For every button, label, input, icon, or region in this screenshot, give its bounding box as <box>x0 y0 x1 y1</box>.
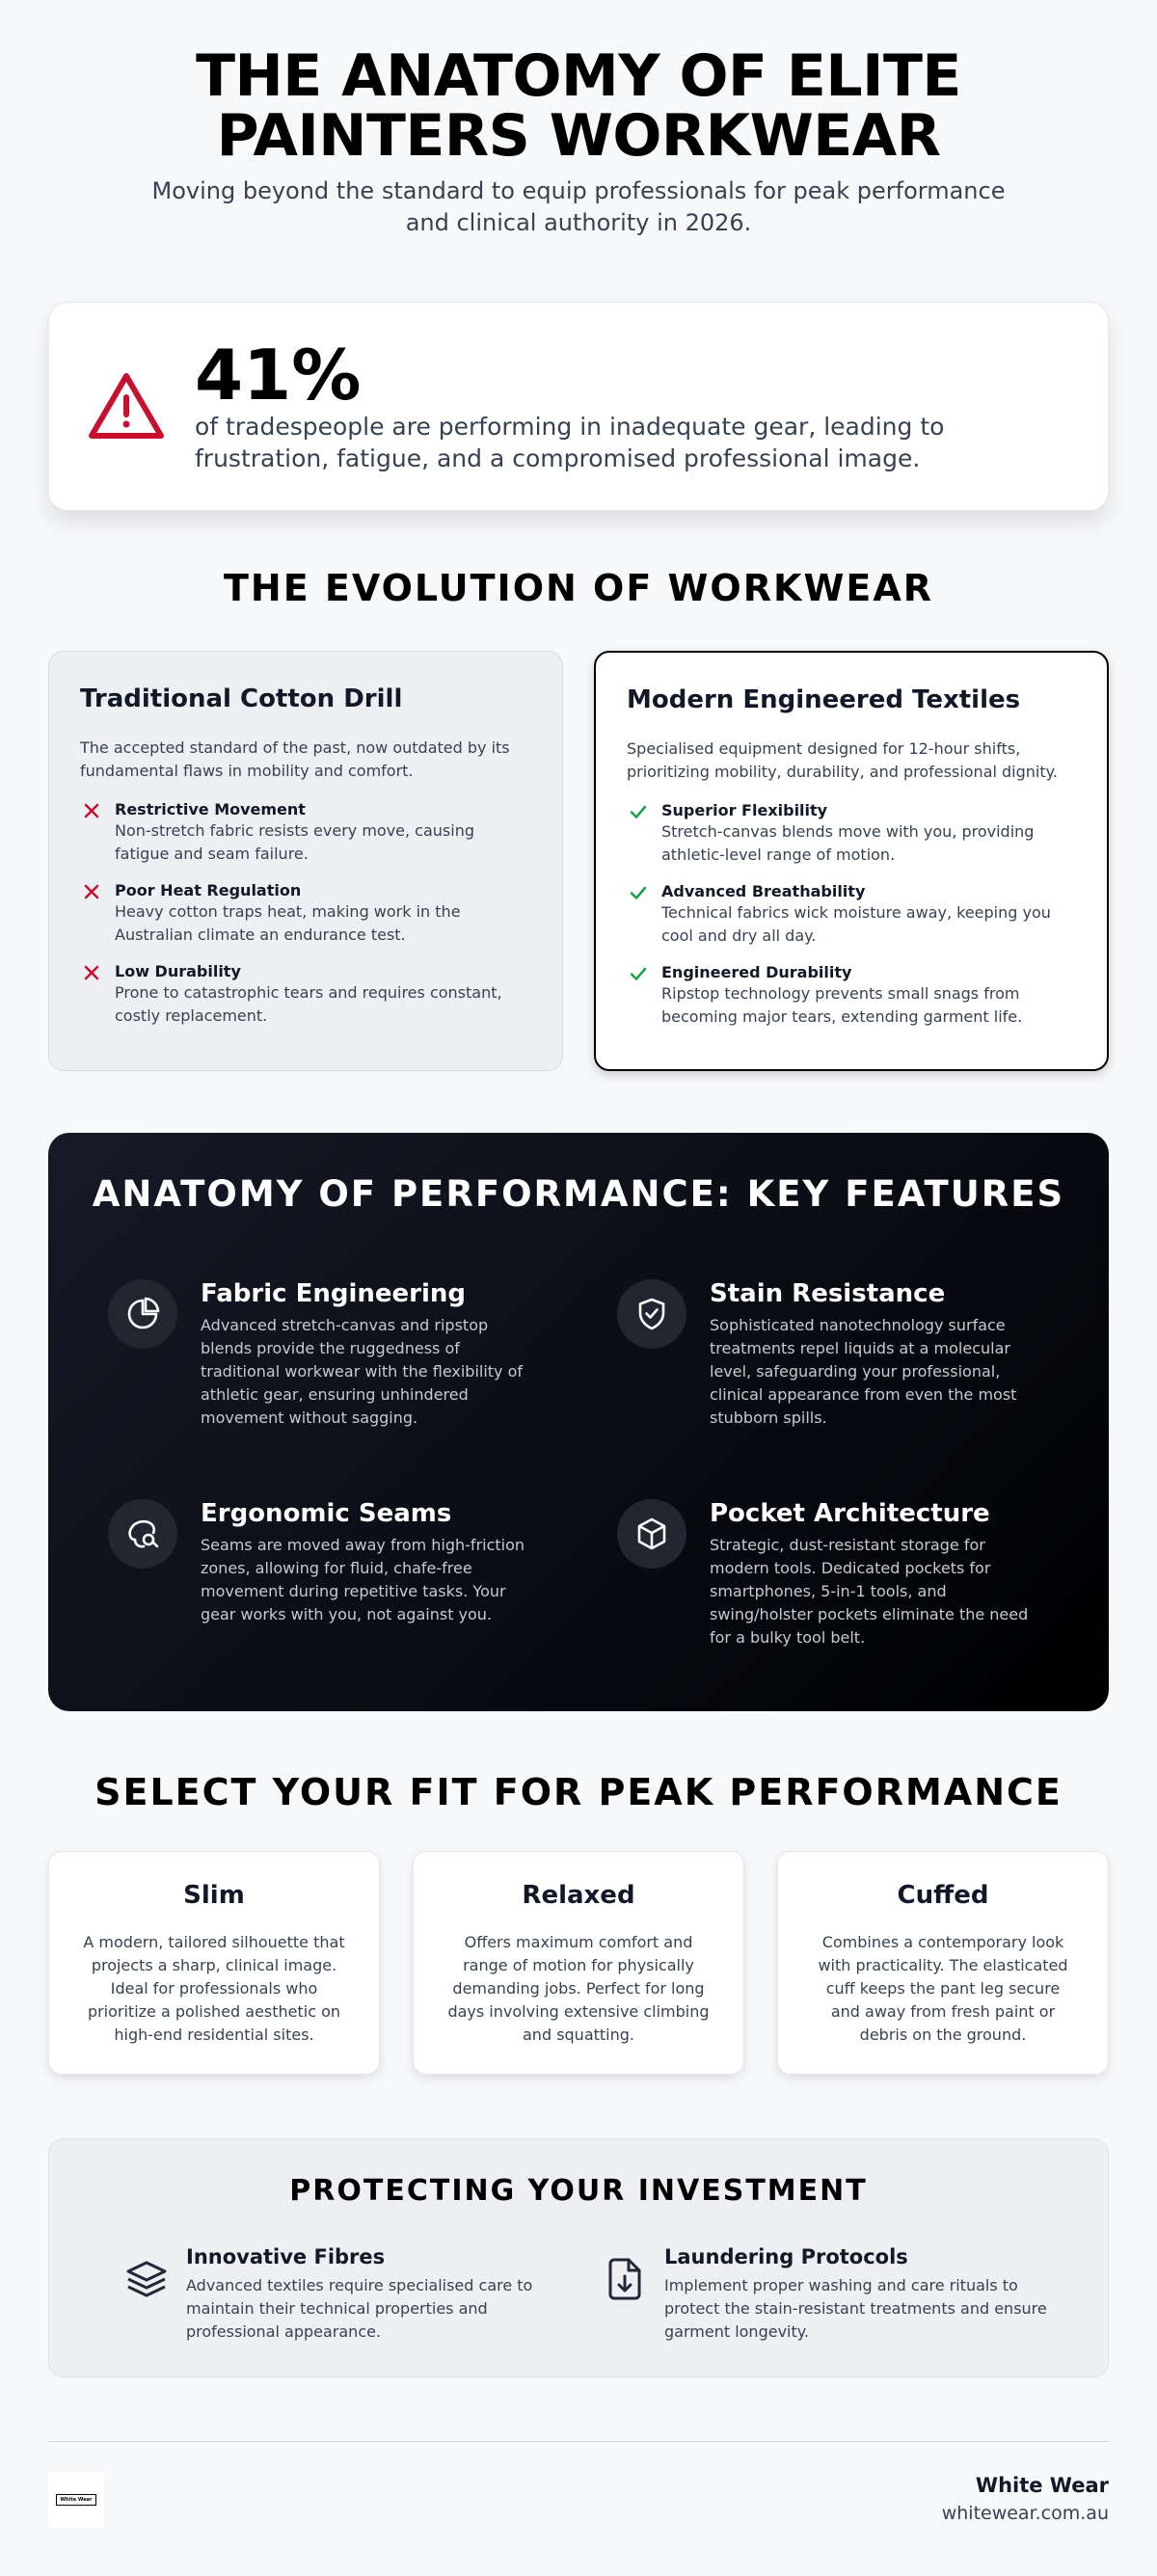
cross-icon <box>82 882 101 901</box>
logo-text: White Wear <box>56 2494 96 2506</box>
shield-check-icon <box>617 1279 686 1349</box>
fit-card-slim <box>48 1851 380 2075</box>
item-desc: Technical fabrics wick moisture away, keeping you cool and dry all day. <box>661 903 1051 945</box>
box-icon <box>617 1499 686 1569</box>
check-icon <box>629 964 648 983</box>
check-icon <box>629 802 648 821</box>
brand-url[interactable]: whitewear.com.au <box>941 2503 1109 2524</box>
item-title: Low Durability <box>115 962 241 980</box>
list-item <box>627 801 1076 867</box>
fits-title: SELECT YOUR FIT FOR PEAK PERFORMANCE <box>94 1771 1063 1813</box>
feature-title: Pocket Architecture <box>710 1499 990 1528</box>
cross-icon <box>82 963 101 982</box>
stat-description: of tradespeople are performing in inadequate gear, leading to frustration, fatigue, and a compromised professional image. <box>195 413 945 472</box>
protect-title: PROTECTING YOUR INVESTMENT <box>289 2174 868 2208</box>
traditional-heading: Traditional Cotton Drill <box>80 684 403 713</box>
seam-icon <box>108 1499 177 1569</box>
fit-desc: A modern, tailored silhouette that projects a sharp, clinical image. Ideal for professionals who prioritize a polished aesthetic on high-end residential sites. <box>83 1933 345 2044</box>
page-subtitle: Moving beyond the standard to equip professionals for peak performance and clinical authority in 2026. <box>151 177 1006 236</box>
warning-triangle-icon <box>86 370 167 443</box>
item-title: Restrictive Movement <box>115 800 306 818</box>
item-title: Poor Heat Regulation <box>115 881 302 899</box>
fit-name: Cuffed <box>897 1881 989 1910</box>
item-desc: Stretch-canvas blends move with you, providing athletic-level range of motion. <box>661 822 1035 864</box>
item-title: Superior Flexibility <box>661 801 828 819</box>
cross-icon <box>82 801 101 820</box>
list-item <box>627 963 1076 1029</box>
item-desc: Heavy cotton traps heat, making work in the Australian climate an endurance test. <box>115 902 461 944</box>
file-download-icon <box>601 2255 649 2303</box>
feature-title: Ergonomic Seams <box>201 1499 452 1528</box>
item-desc: Prone to catastrophic tears and requires constant, costly replacement. <box>115 983 502 1025</box>
protect-item-desc: Implement proper washing and care rituals to protect the stain-resistant treatments and ensure garment longevity. <box>664 2276 1047 2341</box>
traditional-lead: The accepted standard of the past, now outdated by its fundamental flaws in mobility and comfort. <box>80 738 510 780</box>
list-item <box>80 962 531 1028</box>
page-title: THE ANATOMY OF ELITE PAINTERS WORKWEAR <box>196 42 961 170</box>
brand-logo <box>48 2472 104 2528</box>
footer-brand <box>942 2474 1109 2524</box>
features-title: ANATOMY OF PERFORMANCE: KEY FEATURES <box>92 1173 1065 1215</box>
check-icon <box>629 883 648 902</box>
brand-name: White Wear <box>975 2474 1109 2497</box>
feature-desc: Strategic, dust-resistant storage for modern tools. Dedicated pockets for smartphones, 5-in-1 tools, and swing/holster pockets eliminate the need for a bulky tool belt. <box>710 1536 1029 1647</box>
fit-desc: Combines a contemporary look with practicality. The elasticated cuff keeps the pant leg secure and away from fresh paint or debris on the ground. <box>818 1933 1068 2044</box>
feature-desc: Seams are moved away from high-friction zones, allowing for fluid, chafe-free movement during repetitive tasks. Your gear works with you, not against you. <box>201 1536 525 1623</box>
item-title: Engineered Durability <box>661 963 852 981</box>
fit-card-cuffed <box>777 1851 1109 2075</box>
fit-name: Slim <box>183 1881 245 1910</box>
modern-heading: Modern Engineered Textiles <box>627 685 1021 714</box>
pie-chart-icon <box>108 1279 177 1349</box>
stat-card <box>48 302 1109 511</box>
feature-title: Fabric Engineering <box>201 1279 467 1308</box>
layers-icon <box>122 2255 171 2303</box>
modern-lead: Specialised equipment designed for 12-hour shifts, prioritizing mobility, durability, and professional dignity. <box>627 739 1058 781</box>
list-item <box>627 882 1076 948</box>
traditional-card <box>48 651 563 1071</box>
protect-item-title: Laundering Protocols <box>664 2245 908 2268</box>
evolution-title: THE EVOLUTION OF WORKWEAR <box>224 567 933 609</box>
item-title: Advanced Breathability <box>661 882 866 900</box>
item-desc: Ripstop technology prevents small snags from becoming major tears, extending garment life. <box>661 984 1023 1026</box>
fit-card-relaxed <box>413 1851 744 2075</box>
fit-desc: Offers maximum comfort and range of motion for physically demanding jobs. Perfect for long days involving extensive climbing and squatting. <box>447 1933 710 2044</box>
stat-value: 41% <box>195 335 362 416</box>
protect-panel <box>48 2138 1109 2377</box>
footer-divider <box>48 2441 1109 2442</box>
modern-card <box>594 651 1109 1071</box>
fit-name: Relaxed <box>522 1881 635 1910</box>
protect-item-title: Innovative Fibres <box>186 2245 386 2268</box>
list-item <box>80 881 531 947</box>
item-desc: Non-stretch fabric resists every move, causing fatigue and seam failure. <box>115 821 474 863</box>
feature-desc: Sophisticated nanotechnology surface treatments repel liquids at a molecular level, safeguarding your professional, clinical appearance from even the most stubborn spills. <box>710 1316 1017 1427</box>
feature-desc: Advanced stretch-canvas and ripstop blends provide the ruggedness of traditional workwear with the flexibility of athletic gear, ensuring unhindered movement without sagging. <box>201 1316 524 1427</box>
feature-title: Stain Resistance <box>710 1279 946 1308</box>
list-item <box>80 800 531 866</box>
features-panel <box>48 1133 1109 1711</box>
protect-item-desc: Advanced textiles require specialised care to maintain their technical properties and professional appearance. <box>186 2276 533 2341</box>
